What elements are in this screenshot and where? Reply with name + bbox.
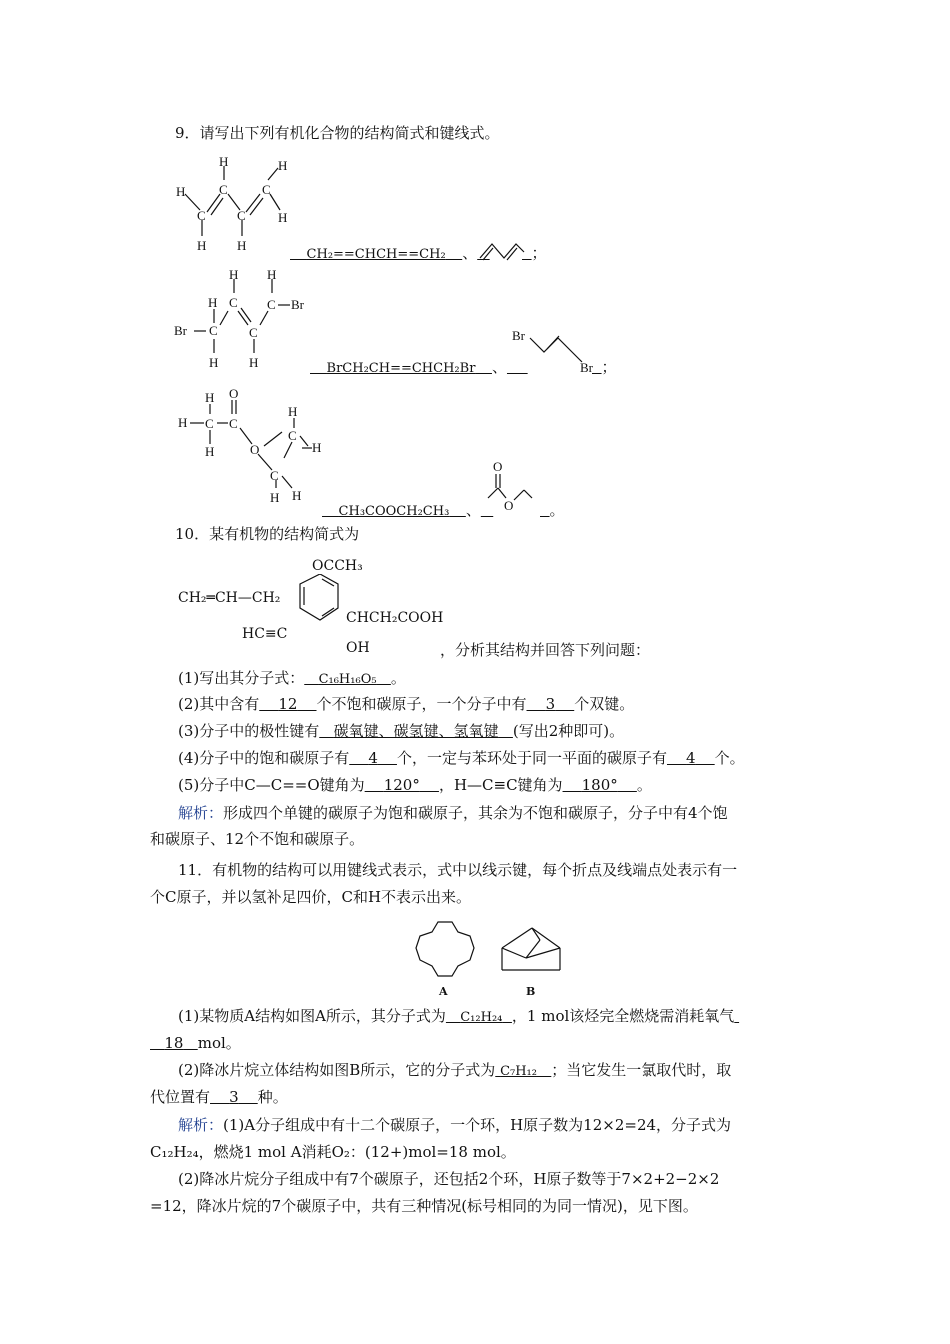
q11-part2: (2)降冰片烷立体结构如图B所示，它的分子式为 C₇H₁₂ ；当它发生一氯取代时，取 [178, 1061, 732, 1079]
svg-text:H: H [278, 210, 288, 225]
q10-part1: (1)写出其分子式： C₁₆H₁₆O₅ 。 [178, 669, 406, 687]
q10-explanation-line1: 解析：形成四个单键的碳原子为饱和碳原子，其余为不饱和碳原子，分子中有4个饱 [178, 804, 728, 822]
dibromobutene-structure [172, 265, 322, 375]
figure-b-label: B [526, 985, 536, 998]
q10-structure-labels [176, 552, 456, 662]
figure-b-norbornane [496, 918, 568, 984]
svg-text:O: O [229, 386, 239, 401]
atom-h: H [176, 184, 186, 199]
svg-text:H: H [219, 154, 229, 169]
svg-text:H: H [229, 267, 239, 282]
butadiene-structure [172, 152, 302, 262]
svg-text:H: H [278, 158, 288, 173]
svg-text:H: H [288, 404, 298, 419]
svg-text:Br: Br [580, 360, 593, 375]
svg-text:C: C [270, 468, 279, 483]
q9-answer1-line: CH₂==CHCH==CH₂ 、 [306, 244, 478, 262]
svg-text:H: H [209, 355, 219, 370]
svg-text:H: H [237, 238, 247, 253]
q9-answer3: CH₃COOCH₂CH₃ [338, 504, 450, 519]
q10-heading: 10．某有机物的结构简式为 [175, 525, 360, 543]
q11-part1: (1)某物质A结构如图A所示，其分子式为 C₁₂H₂₄ ，1 mol该烃完全燃烧需消耗氧气 [178, 1007, 735, 1025]
svg-text:C: C [262, 182, 271, 197]
svg-text:Br: Br [291, 297, 304, 312]
svg-text:Br: Br [512, 328, 525, 343]
ethyl-acetate-skeletal [484, 458, 544, 516]
svg-text:H: H [270, 490, 280, 505]
q11-explanation-line3: (2)降冰片烷分子组成中有7个碳原子，还包括2个环，H原子数等于7×2+2−2×2 [178, 1170, 720, 1188]
svg-text:H: H [208, 295, 218, 310]
butadiene-skeletal [478, 238, 526, 262]
q10-part2: (2)其中含有 12 个不饱和碳原子，一个分子中有 3 个双键。 [178, 695, 635, 713]
svg-text:C: C [237, 208, 246, 223]
q11-explanation-line4: =12，降冰片烷的7个碳原子中，共有三种情况(标号相同的为同一情况)，见下图。 [150, 1197, 698, 1215]
side-chain-label: CHCH₂COOH [346, 610, 444, 626]
q9-heading: 9．请写出下列有机化合物的结构简式和键线式。 [175, 124, 500, 142]
q11-line2: 个C原子，并以氢补足四价，C和H不表示出来。 [150, 888, 472, 906]
q11-explanation-line2: C₁₂H₂₄，燃烧1 mol A消耗O₂：(12+)mol=18 mol。 [150, 1143, 516, 1161]
svg-text:O: O [493, 459, 503, 474]
svg-text:Br: Br [174, 323, 187, 338]
oh-label: OH [346, 640, 370, 656]
q10-part3: (3)分子中的极性键有 碳氧键、碳氢键、氢氧键 (写出2种即可)。 [178, 722, 625, 740]
q9-answer2-line: BrCH₂CH==CHCH₂Br 、 [326, 358, 507, 376]
q11-line1: 11．有机物的结构可以用键线式表示，式中以线示键，每个折点及线端点处表示有一 [178, 861, 738, 879]
q9-answer1: CH₂==CHCH==CH₂ [306, 247, 446, 262]
q10-part5: (5)分子中C—C==O键角为 120° ，H—C≡C键角为 180° 。 [178, 776, 652, 794]
svg-text:C: C [197, 208, 206, 223]
svg-text:H: H [249, 355, 259, 370]
q10-explanation-line2: 和碳原子、12个不饱和碳原子。 [150, 830, 365, 848]
figure-a-label: A [439, 985, 448, 998]
q10-part4: (4)分子中的饱和碳原子有 4 个，一定与苯环处于同一平面的碳原子有 4 个。 [178, 749, 745, 767]
svg-text:H: H [178, 415, 188, 430]
q9-answer3-line: CH₃COOCH₂CH₃ 、 [338, 501, 481, 519]
svg-text:C: C [219, 182, 228, 197]
svg-text:H: H [205, 444, 215, 459]
figure-a-ring [412, 918, 478, 988]
svg-text:H: H [312, 440, 322, 455]
svg-text:C: C [209, 323, 218, 338]
svg-text:H: H [292, 488, 302, 503]
q10-tail: ，分析其结构并回答下列问题： [440, 641, 651, 659]
svg-text:C: C [205, 416, 214, 431]
svg-text:C: C [249, 325, 258, 340]
q11-explanation-line1: 解析：(1)A分子组成中有十二个碳原子，一个环，H原子数为12×2=24，分子式为 [178, 1116, 732, 1134]
svg-text:C: C [229, 295, 238, 310]
svg-text:O: O [504, 498, 514, 513]
dibromobutene-skeletal [510, 326, 600, 376]
ethyl-acetate-structure [172, 384, 342, 514]
q11-part1-cont: 18 mol。 [164, 1034, 241, 1052]
q11-part2-cont: 代位置有 3 种。 [150, 1088, 288, 1106]
ethynyl-label: HC≡C [242, 626, 288, 642]
occh3-label: OCCH₃ [312, 558, 363, 574]
svg-text:H: H [197, 238, 207, 253]
svg-text:H: H [267, 267, 277, 282]
svg-text:C: C [229, 416, 238, 431]
svg-text:C: C [288, 428, 297, 443]
svg-text:H: H [205, 390, 215, 405]
q9-answer2: BrCH₂CH==CHCH₂Br [326, 361, 476, 376]
svg-text:C: C [267, 297, 276, 312]
vinyl-label: CH₂═CH—CH₂ [178, 590, 281, 606]
svg-text:O: O [250, 442, 260, 457]
